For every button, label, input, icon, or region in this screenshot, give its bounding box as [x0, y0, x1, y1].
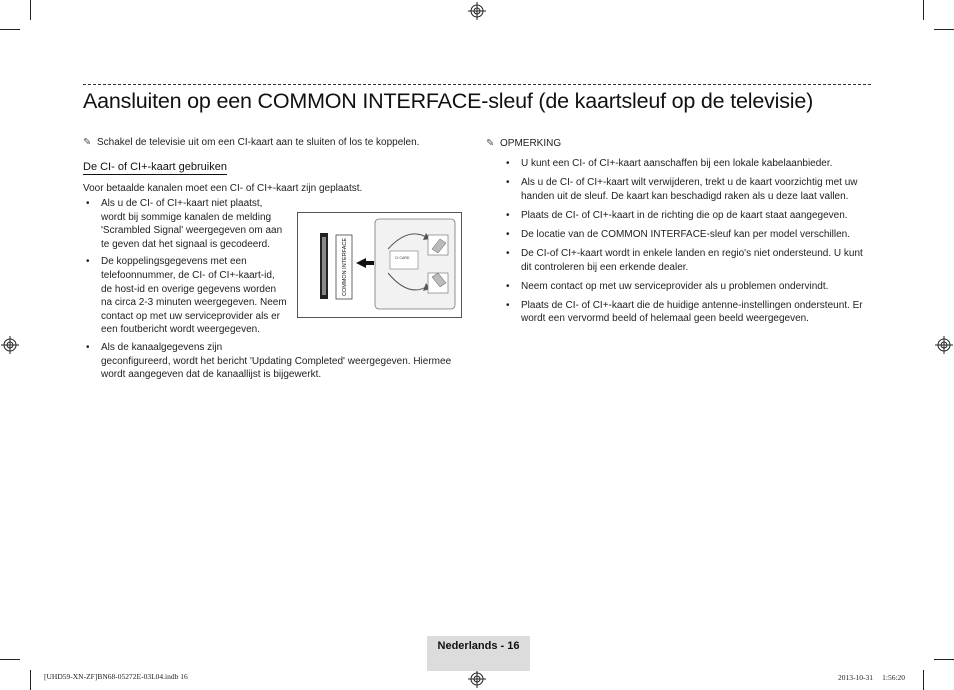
list-item: • De koppelingsgegevens met een telefoonnummer, de CI- of CI+-kaart-id, de host-id en overige gegevens worden na circa 2-3 minuten weergegeven. Neem contact op met uw serviceprovider als er een foutbericht wordt weergegeven. — [86, 256, 287, 336]
section-heading: De CI- of CI+-kaart gebruiken — [83, 161, 227, 173]
pencil-note-icon: ✎ — [486, 138, 495, 149]
list-item: • Als u de CI- of CI+-kaart niet plaatst, wordt bij sommige kanalen de melding 'Scrambled Signal' weergegeven om aan te geven dat het signaal is gecodeerd. — [86, 198, 283, 250]
crop-mark — [30, 670, 31, 690]
note-heading-text: OPMERKING — [500, 138, 562, 149]
list-item: • Als de kanaalgegevens zijn geconfigureerd, wordt het bericht 'Updating Completed' weergegeven. Hiermee wordt aangegeven dat de kanaallijst is bijgewerkt. — [86, 341, 452, 381]
bullet-line: Als u de CI- of CI+-kaart wilt verwijderen, trekt u de kaart voorzichtig met uw — [521, 177, 858, 189]
crop-mark — [934, 659, 954, 660]
bullet-line: Neem contact op met uw serviceprovider als u problemen ondervindt. — [521, 280, 829, 292]
svg-text:CI CARD: CI CARD — [395, 256, 410, 260]
bullet-line: wordt bij sommige kanalen de melding — [101, 211, 272, 223]
pencil-note-icon: ✎ — [83, 137, 92, 148]
list-item: • Plaats de CI- of CI+-kaart die de huidige antenne-instellingen ondersteunt. Er wordt een vervormd beeld of helemaal geen beeld weergegeven. — [506, 299, 863, 325]
crop-mark — [0, 659, 20, 660]
bullet-line: Als u de CI- of CI+-kaart niet plaatst, — [101, 198, 263, 209]
crop-mark — [923, 670, 924, 690]
list-item: • Als u de CI- of CI+-kaart wilt verwijderen, trekt u de kaart voorzichtig met uw handen uit de sleuf. De kaart kan beschadigd raken als u deze laat vallen. — [506, 177, 858, 202]
page-title: Aansluiten op een COMMON INTERFACE-sleuf (de kaartsleuf op de televisie) — [83, 89, 814, 113]
bullet-line: de host-id en overige gegevens worden — [101, 283, 277, 295]
crop-mark — [923, 0, 924, 20]
page-number: Nederlands - 16 — [437, 640, 520, 652]
bullet-line: wordt een vervormd beeld of helemaal geen beeld weergegeven. — [521, 313, 809, 325]
bullet-line: dit controleren bij een erkende dealer. — [521, 261, 689, 273]
ci-slot-diagram — [298, 213, 461, 317]
crop-mark — [30, 0, 31, 20]
print-timestamp: 2013-10-31 ﾠ1:56:20 — [838, 673, 906, 682]
header-divider — [83, 84, 871, 85]
bullet-line: De koppelingsgegevens met een — [101, 256, 247, 268]
bullet-line: telefoonnummer, de CI- of CI+-kaart-id, — [101, 269, 275, 281]
list-item: • Neem contact op met uw serviceprovider als u problemen ondervindt. — [506, 280, 829, 292]
registration-mark-icon — [1, 336, 19, 354]
list-item: • U kunt een CI- of CI+-kaart aanschaffen bij een lokale kabelaanbieder. — [506, 158, 833, 169]
left-note — [83, 137, 419, 148]
bullet-line: Plaats de CI- of CI+-kaart die de huidige antenne-instellingen ondersteunt. Er — [521, 299, 863, 311]
list-item: • De locatie van de COMMON INTERFACE-sleuf kan per model verschillen. — [506, 228, 851, 240]
registration-mark-icon — [468, 670, 486, 688]
left-note-text: Schakel de televisie uit om een CI-kaart aan te sluiten of los te koppelen. — [97, 137, 420, 148]
ci-card-illustration — [297, 212, 462, 318]
bullet-line: Plaats de CI- of CI+-kaart in de richting die op de kaart staat aangegeven. — [521, 209, 848, 221]
file-info: [UHD59-XN-ZF]BN68-05272E-03L04.indb 16 — [44, 672, 188, 681]
right-bullet-list — [503, 157, 883, 326]
bullet-line: een foutbericht wordt weergegeven. — [101, 324, 260, 336]
list-item: • Plaats de CI- of CI+-kaart in de richting die op de kaart staat aangegeven. — [506, 209, 848, 221]
crop-mark — [0, 29, 20, 30]
registration-mark-icon — [935, 336, 953, 354]
bullet-line: handen uit de sleuf. De kaart kan beschadigd raken als u deze laat vallen. — [521, 190, 849, 202]
bullet-line: U kunt een CI- of CI+-kaart aanschaffen bij een lokale kabelaanbieder. — [521, 158, 833, 169]
bullet-line: wordt aangegeven dat de kanaallijst is bijgewerkt. — [101, 369, 322, 381]
bullet-line: Als de kanaalgegevens zijn — [101, 341, 223, 353]
bullet-line: geconfigureerd, wordt het bericht 'Updating Completed' weergegeven. Hiermee — [101, 355, 452, 367]
bullet-line: contact op met uw serviceprovider als er — [101, 310, 280, 322]
bullet-line: na circa 2-3 minuten weergegeven. Neem — [101, 297, 287, 309]
slot-label: COMMON INTERFACE — [342, 237, 348, 297]
bullet-line: De CI-of CI+-kaart wordt in enkele landen en regio's niet ondersteund. U kunt — [521, 247, 863, 259]
bullet-line: te geven dat het signaal is gecodeerd. — [101, 238, 271, 250]
registration-mark-icon — [468, 2, 486, 20]
intro-text: Voor betaalde kanalen moet een CI- of CI+-kaart zijn geplaatst. — [83, 183, 363, 194]
list-item: • De CI-of CI+-kaart wordt in enkele landen en regio's niet ondersteund. U kunt dit controleren bij een erkende dealer. — [506, 247, 863, 273]
crop-mark — [934, 29, 954, 30]
bullet-line: 'Scrambled Signal' weergegeven om aan — [101, 225, 283, 237]
right-note-heading — [486, 138, 561, 149]
bullet-line: De locatie van de COMMON INTERFACE-sleuf kan per model verschillen. — [521, 228, 851, 240]
